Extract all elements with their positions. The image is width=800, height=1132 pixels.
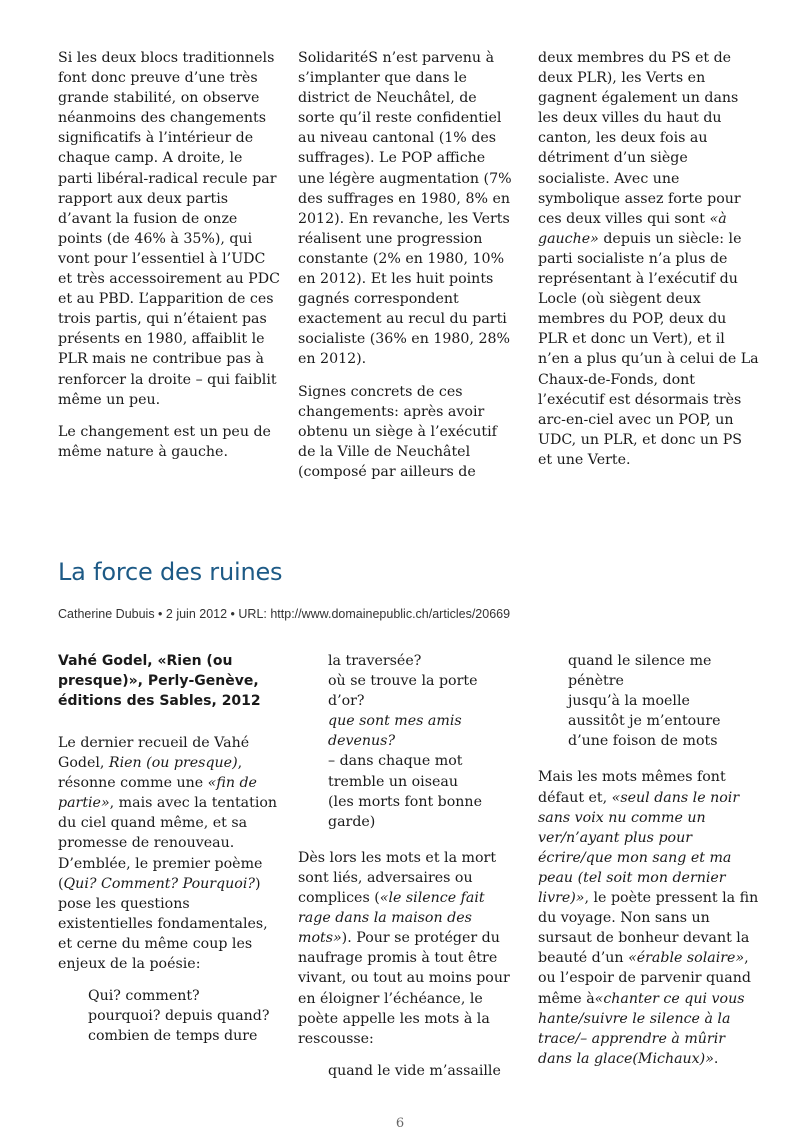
poem-line: jusqu’à la moelle	[568, 693, 690, 710]
paragraph: Dès lors les mots et la mort sont liés, adversaires ou complices («le silence fait rage dans la maison des mots»). Pour se protéger du naufrage promis à tout être vivant, ou tout au moins pour en éloigner l’échéance, le poète appelle les mots à la rescousse:	[298, 849, 510, 1047]
poem-line: Qui? comment?	[88, 988, 200, 1005]
article-column-2	[298, 651, 512, 1097]
poem-line: tremble un oiseau	[328, 773, 458, 790]
paragraph: Si les deux blocs traditionnels font donc preuve d’une très grande stabilité, on observe néanmoins des changements significatifs à l’intérieur de chaque camp. A droite, le parti libéral-radical recule par rapport aux deux partis d’avant la fusion de onze points (de 46% à 35%), qui vont pour l’essentiel à l’UDC et très accessoirement au PDC et au PBD. L’apparition de ces trois partis, qui n’étaient pas présents en 1980, affaiblit le PLR mais ne contribue pas à renforcer la droite – qui faiblit même un peu.	[58, 50, 280, 408]
article-column-3	[538, 651, 760, 1069]
poem-stanza	[58, 986, 280, 1046]
poem-line: que sont mes amis	[328, 713, 462, 730]
poem-line: où se trouve la porte	[328, 673, 478, 690]
top-column-3	[538, 48, 760, 470]
article-meta: Catherine Dubuis • 2 juin 2012 • URL: http://www.domainepublic.ch/articles/20669	[58, 607, 511, 621]
top-column-2	[298, 48, 512, 482]
poem-stanza	[538, 651, 760, 751]
poem-line: quand le silence me	[568, 653, 712, 669]
poem-line: d’or?	[328, 693, 365, 710]
poem-line: (les morts font bonne	[328, 793, 482, 810]
article-column-1	[58, 651, 280, 1062]
intro-paragraph: Le dernier recueil de Vahé Godel, Rien (ou presque), résonne comme une «fin de partie», mais avec la tentation du ciel quand même, et sa promesse de renouveau. D’emblée, le premier poème (Qui? Comment? Pourquoi?) pose les questions existentielles fondamentales, et cerne du même coup les enjeux de la poésie:	[58, 735, 278, 973]
top-column-1	[58, 48, 280, 462]
paragraph: SolidaritéS n’est parvenu à s’implanter que dans le district de Neuchâtel, de sorte qu’il reste confidentiel au niveau cantonal (1% des suffrages). Le POP affiche une légère augmentation (7% des suffrages en 1980, 8% en 2012). En revanche, les Verts réalisent une progression constante (2% en 1980, 10% en 2012). Et les huit points gagnés correspondent exactement au recul du parti socialiste (36% en 1980, 28% en 2012).	[298, 50, 512, 368]
poem-line: garde)	[328, 813, 376, 830]
poem-stanza	[298, 1061, 512, 1081]
poem-line: la traversée?	[328, 653, 422, 669]
paragraph: Le changement est un peu de même nature à gauche.	[58, 423, 271, 460]
article-title: La force des ruines	[58, 558, 283, 586]
poem-line: combien de temps dure	[88, 1028, 258, 1045]
page-number: 6	[395, 1116, 405, 1131]
poem-stanza	[298, 651, 512, 832]
poem-line: d’une foison de mots	[568, 733, 718, 750]
article-subhead: Vahé Godel, «Rien (ou presque)», Perly-Genève, éditions des Sables, 2012	[58, 653, 261, 709]
paragraph: deux membres du PS et de deux PLR), les Verts en gagnent également un dans les deux villes du haut du canton, les deux fois au détriment d’un siège socialiste. Avec une symbolique assez forte pour ces deux villes qui sont «à gauche» depuis un siècle: le parti socialiste n’a plus de représentant à l’exécutif du Locle (où siègent deux membres du POP, deux du PLR et donc un Vert), et il n’en a plus qu’un à celui de La Chaux-de-Fonds, dont l’exécutif est désormais très arc-en-ciel avec un POP, un UDC, un PLR, et donc un PS et une Verte.	[538, 50, 759, 468]
paragraph: Mais les mots mêmes font défaut et, «seul dans le noir sans voix nu comme un ver/n’ayant plus pour écrire/que mon sang et ma peau (tel soit mon dernier livre)», le poète pressent la fin du voyage. Non sans un sursaut de bonheur devant la beauté d’un «érable solaire», ou l’espoir de parvenir quand même à«chanter ce qui vous hante/suivre le silence à la trace/– apprendre à mûrir dans la glace(Michaux)».	[538, 769, 759, 1067]
poem-line: quand le vide m’assaille	[328, 1062, 501, 1079]
poem-line: pourquoi? depuis quand?	[88, 1008, 270, 1025]
paragraph: Signes concrets de ces changements: après avoir obtenu un siège à l’exécutif de la Ville de Neuchâtel (composé par ailleurs de	[298, 383, 497, 480]
poem-line: pénètre	[568, 673, 624, 690]
poem-line: aussitôt je m’entoure	[568, 713, 721, 730]
poem-line: – dans chaque mot	[328, 753, 463, 770]
poem-line: devenus?	[328, 733, 396, 750]
